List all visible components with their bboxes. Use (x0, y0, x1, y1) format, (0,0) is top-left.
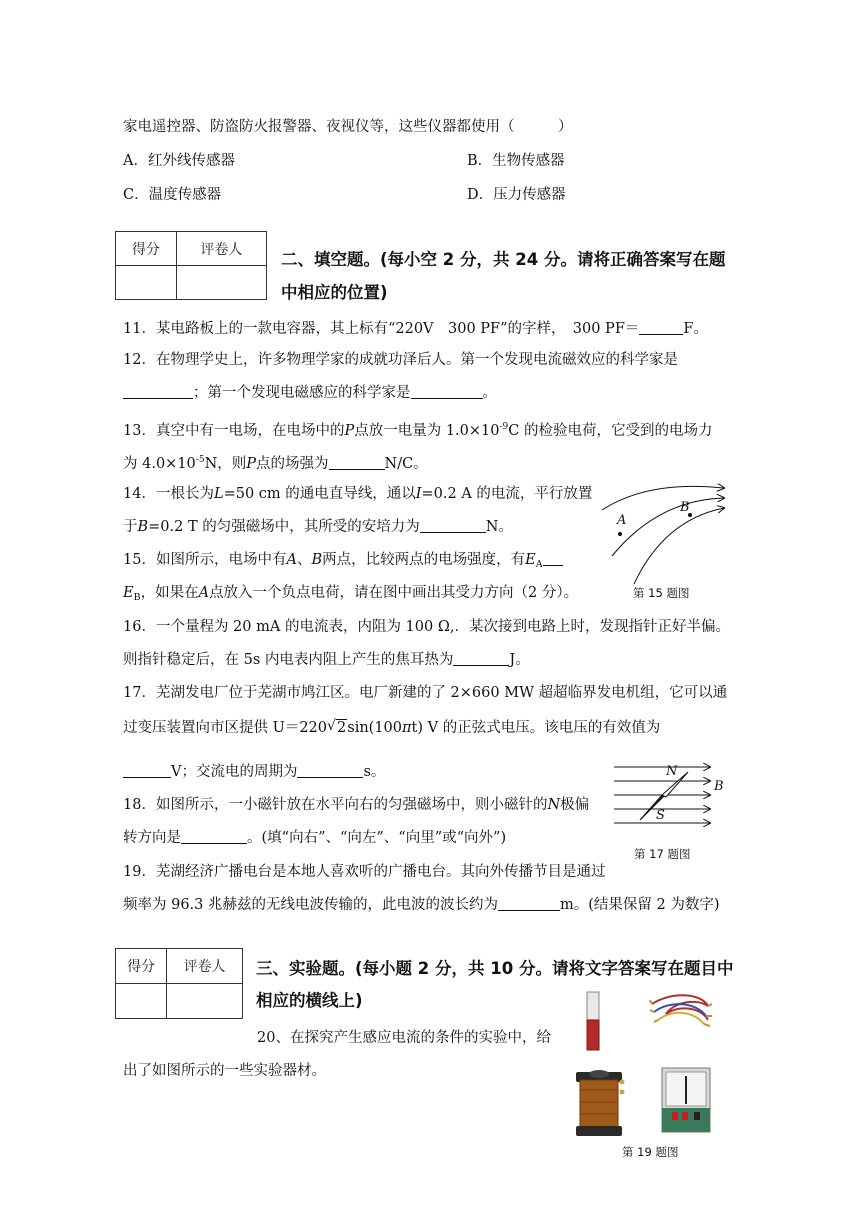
q14-text-c: =0.2 A 的电流，平行放置 (421, 486, 593, 502)
q15-line2 (123, 583, 578, 608)
q13-text-c: C 的检验电荷，它受到的电场力 (508, 423, 713, 439)
q17-text-d: V；交流电的周期为 (171, 764, 298, 780)
score-cell (116, 266, 177, 300)
q15-sep: 、 (296, 552, 312, 568)
q16-text: 则指针稳定后，在 5s 内电表内阻上产生的焦耳热为 (123, 652, 454, 668)
q10-stem: 家电遥控器、防盗防火报警器、夜视仪等，这些仪器都使用（ ） (123, 119, 573, 135)
grader-cell (176, 266, 266, 300)
q20-line2: 出了如图所示的一些实验器材。 (123, 1063, 326, 1079)
q10-option-c: C．温度传感器 (123, 187, 222, 203)
q19-line1: 19．芜湖经济广播电台是本地人喜欢听的广播电台。其向外传播节目是通过 (123, 864, 606, 880)
score-box-section3 (115, 948, 243, 1019)
q18-blank (181, 829, 247, 844)
figure-17-label-b: B (714, 779, 724, 794)
q14-text-b: =50 cm 的通电直导线，通以 (223, 486, 416, 502)
q16-unit: J。 (509, 652, 530, 668)
q13-exponent-1: -9 (499, 422, 509, 432)
q13-point-p: P (344, 423, 355, 439)
q13-exponent-2: -5 (195, 455, 205, 465)
q18-text-b: 极偏 (560, 797, 590, 813)
q17-line3 (123, 762, 385, 782)
q11-unit: F。 (683, 321, 708, 337)
q17-blank-1 (123, 763, 171, 778)
section3-heading-line2: 相应的横线上) (256, 991, 363, 1010)
q15-text-d: 点放入一个负点电荷，请在图中画出其受力方向（2 分）。 (209, 585, 579, 601)
q15-sub-a: A (535, 559, 543, 570)
q15-point-a-2: A (198, 585, 210, 601)
q15-e-b: E (123, 585, 134, 601)
section2-heading-line1: 二、填空题。(每小空 2 分，共 24 分。请将正确答案写在题 (281, 250, 726, 269)
score-label: 得分 (116, 232, 177, 266)
q13-line1 (123, 417, 712, 441)
q18-line2 (123, 828, 506, 848)
field-line-1 (602, 486, 724, 510)
q14-var-l: L (213, 486, 224, 502)
q17-unit: s。 (363, 764, 386, 780)
q17-line2 (123, 718, 660, 738)
q18-text-c: 转方向是 (123, 830, 181, 846)
q17-sqrt: √ 2 (327, 718, 347, 736)
q14-text-e: =0.2 T 的匀强磁场中，其所受的安培力为 (148, 519, 420, 535)
point-a-marker (618, 532, 622, 536)
q19-line2 (123, 895, 720, 915)
q15-text-c: ，如果在 (140, 585, 199, 601)
figure-17-label-n: N (666, 764, 678, 779)
section3-heading-line1: 三、实验题。(每小题 2 分，共 10 分。请将文字答案写在题目中 (256, 959, 734, 978)
q14-line2 (123, 517, 513, 537)
q15-point-b: B (311, 552, 323, 568)
figure-17-label-s: S (656, 808, 665, 823)
q15-blank (543, 551, 563, 566)
bar-magnet-image (587, 992, 599, 1050)
q14-line1 (123, 484, 592, 504)
q14-var-b: B (137, 519, 149, 535)
section2-heading-line2: 中相应的位置) (281, 283, 388, 302)
q16-line1: 16．一个量程为 20 mA 的电流表，内阻为 100 Ω,．某次接到电路上时，发现指针正好半偏。 (123, 619, 730, 635)
q13-text-b: 点放一电量为 1.0×10 (354, 423, 500, 439)
q15-text-a: 15．如图所示，电场中有 (123, 552, 287, 568)
q17-text-c: t) V 的正弦式电压。该电压的有效值为 (411, 720, 661, 736)
grader-label: 评卷人 (176, 232, 266, 266)
grader-cell-3 (167, 984, 243, 1019)
galvanometer-image (662, 1068, 710, 1132)
q17-blank-2 (297, 763, 363, 778)
q12-end: 。 (482, 385, 497, 401)
q10-option-b: B．生物传感器 (467, 153, 565, 169)
q15-e-a: E (525, 552, 536, 568)
q13-line2 (123, 450, 428, 474)
q13-unit: N/C。 (384, 456, 428, 472)
q11-text: 11．某电路板上的一款电容器，其上标有“220V 300 PF”的字样， 300 PF＝ (123, 321, 640, 337)
figure-19-apparatus (570, 990, 720, 1140)
q11-blank (639, 320, 683, 335)
q20-line1: 20、在探究产生感应电流的条件的实验中，给 (257, 1030, 551, 1046)
figure-17-caption: 第 17 题图 (634, 847, 691, 861)
q13-text-a: 13．真空中有一电场，在电场中的 (123, 423, 345, 439)
q12-blank-1 (123, 384, 193, 399)
q13-text-e: N，则 (204, 456, 247, 472)
q17-pi: π (402, 720, 412, 736)
q13-point-p-2: P (246, 456, 257, 472)
q17-text-a: 过变压装置向市区提供 U＝220 (123, 720, 328, 736)
figure-15-field-lines (598, 478, 738, 586)
q13-text-f: 点的场强为 (256, 456, 329, 472)
q14-text-d: 于 (123, 519, 138, 535)
q19-text-a: 频率为 96.3 兆赫兹的无线电波传输的，此电波的波长约为 (123, 897, 499, 913)
connecting-wires-image (650, 995, 712, 1026)
grader-label-3: 评卷人 (167, 949, 243, 984)
q13-blank (329, 455, 385, 470)
q12-text: ；第一个发现电磁感应的科学家是 (193, 385, 411, 401)
q17-text-b: sin(100 (347, 720, 403, 736)
q12-blank-2 (411, 384, 483, 399)
q18-n: N (547, 797, 561, 813)
q16-line2 (123, 650, 530, 670)
q14-unit: N。 (485, 519, 513, 535)
q10-option-d: D．压力传感器 (467, 187, 566, 203)
score-cell-3 (116, 984, 167, 1019)
q18-text-a: 18．如图所示，一小磁针放在水平向右的匀强磁场中，则小磁针的 (123, 797, 548, 813)
q15-line1 (123, 550, 563, 575)
coil-image (576, 1070, 625, 1136)
q14-text-a: 14．一根长为 (123, 486, 214, 502)
field-line-2 (612, 498, 724, 556)
q18-text-d: 。(填“向右”、“向左”、“向里”或“向外”) (247, 830, 507, 846)
field-line-3 (634, 508, 724, 584)
figure-15-label-a: A (617, 513, 627, 528)
q12-line2 (123, 383, 497, 403)
figure-15-label-b: B (680, 500, 690, 515)
q14-blank (420, 518, 486, 533)
q19-blank (498, 896, 560, 911)
score-box-section2 (115, 231, 267, 300)
q15-sub-b: B (133, 592, 141, 603)
q10-option-a: A．红外线传感器 (123, 153, 235, 169)
q17-line1: 17．芜湖发电厂位于芜湖市鸠江区。电厂新建的了 2×660 MW 超超临界发电机组，它可以通 (123, 685, 728, 701)
q15-text-b: 两点，比较两点的电场强度，有 (322, 552, 526, 568)
q15-point-a: A (286, 552, 297, 568)
q18-line1 (123, 795, 589, 815)
figure-15-caption: 第 15 题图 (633, 586, 690, 600)
q16-blank (453, 651, 509, 666)
q13-text-d: 为 4.0×10 (123, 456, 196, 472)
figure-19-caption: 第 19 题图 (622, 1145, 679, 1159)
q12-line1: 12．在物理学史上，许多物理学家的成就功泽后人。第一个发现电流磁效应的科学家是 (123, 352, 678, 368)
score-label-3: 得分 (116, 949, 167, 984)
q14-var-i: I (415, 486, 422, 502)
q11 (123, 319, 708, 339)
q19-text-b: m。(结果保留 2 为数字) (560, 897, 720, 913)
